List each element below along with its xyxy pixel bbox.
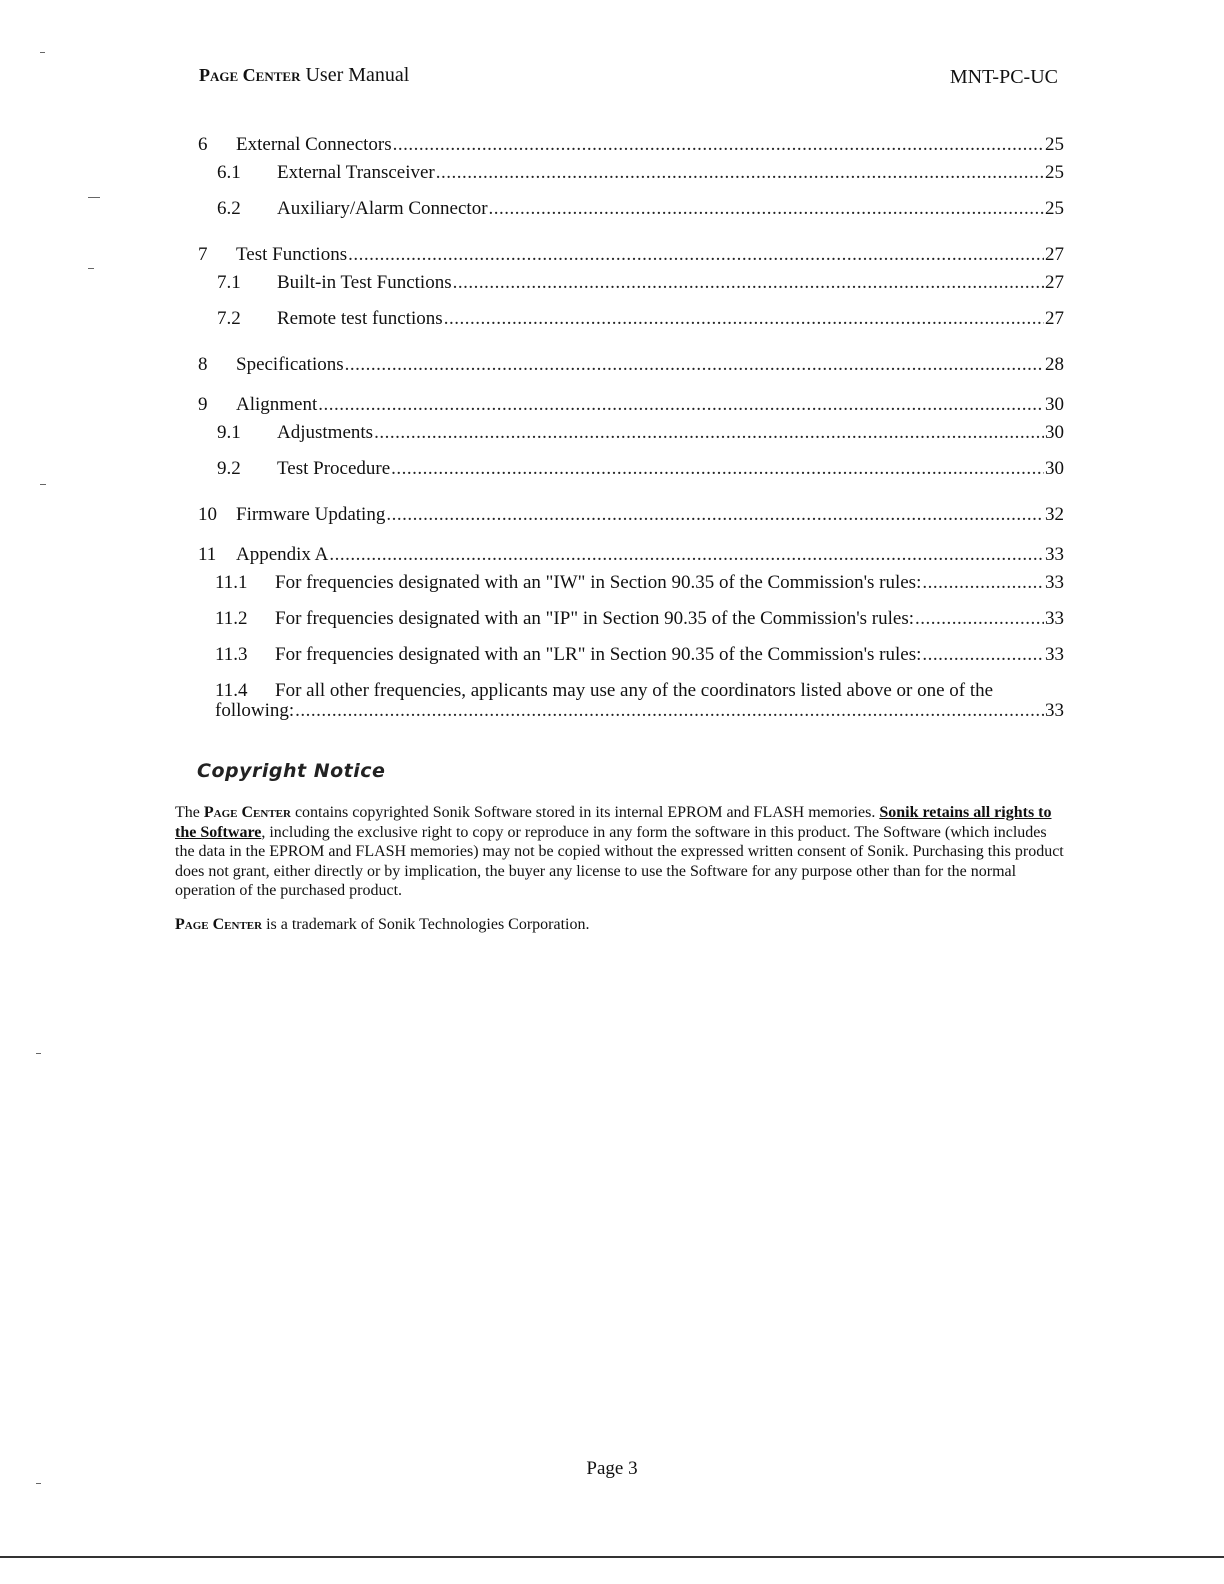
- toc-title: Firmware Updating: [236, 504, 386, 525]
- text-run: is a trademark of Sonik Technologies Corporation.: [262, 916, 590, 933]
- scan-mark: [40, 52, 45, 53]
- toc-entry-9-1[interactable]: [198, 422, 1064, 444]
- toc-leader: [489, 198, 1044, 220]
- running-header-title: [199, 64, 409, 87]
- toc-entry-6[interactable]: [198, 134, 1064, 156]
- toc-leader: [436, 162, 1044, 184]
- toc-leader: [444, 308, 1044, 330]
- toc-entry-11-1[interactable]: [198, 572, 1064, 594]
- brand-name: Page Center: [203, 804, 291, 821]
- rights-statement: Sonik retains all rights to the Software: [175, 804, 1052, 841]
- toc-leader: [393, 134, 1044, 156]
- toc-number: 11: [198, 544, 217, 565]
- toc-page: 25: [1045, 162, 1064, 183]
- toc-entry-9[interactable]: [198, 394, 1064, 416]
- toc-title: For all other frequencies, applicants may use any of the coordinators listed above or one of the: [275, 680, 994, 701]
- toc-title: For frequencies designated with an "IW" in Section 90.35 of the Commission's rules:: [275, 572, 922, 593]
- toc-page: 30: [1045, 422, 1064, 443]
- toc-leader: [386, 504, 1044, 526]
- toc-entry-8[interactable]: [198, 354, 1064, 376]
- toc-page: 27: [1045, 244, 1064, 265]
- toc-number: 11.2: [215, 608, 248, 629]
- toc-page: 30: [1045, 394, 1064, 415]
- toc-page: 28: [1045, 354, 1064, 375]
- toc-title: Built-in Test Functions: [277, 272, 452, 293]
- toc-title: Remote test functions: [277, 308, 443, 329]
- toc-title: Specifications: [236, 354, 344, 375]
- toc-entry-7-1[interactable]: [198, 272, 1064, 294]
- toc-page: 32: [1045, 504, 1064, 525]
- toc-page: 33: [1045, 608, 1064, 629]
- toc-entry-7-2[interactable]: [198, 308, 1064, 330]
- toc-number: 7: [198, 244, 208, 265]
- toc-title: External Transceiver: [277, 162, 435, 183]
- toc-entry-11-2[interactable]: [198, 608, 1064, 630]
- toc-page: 33: [1045, 544, 1064, 565]
- toc-leader: [374, 422, 1044, 444]
- toc-page: 27: [1045, 308, 1064, 329]
- table-of-contents: [198, 134, 1064, 722]
- toc-number: 8: [198, 354, 208, 375]
- scan-mark: [36, 1483, 41, 1484]
- toc-title: Adjustments: [277, 422, 374, 443]
- scan-mark: [40, 484, 46, 485]
- toc-page: 25: [1045, 134, 1064, 155]
- toc-title: Test Functions: [236, 244, 348, 265]
- toc-title: For frequencies designated with an "IP" in Section 90.35 of the Commission's rules:: [275, 608, 914, 629]
- toc-leader: [915, 608, 1044, 630]
- toc-entry-11[interactable]: [198, 544, 1064, 566]
- toc-page: 33: [1045, 644, 1064, 665]
- toc-leader: [453, 272, 1044, 294]
- toc-entry-7[interactable]: [198, 244, 1064, 266]
- toc-page: 27: [1045, 272, 1064, 293]
- toc-leader: [318, 394, 1044, 416]
- toc-number: 9: [198, 394, 208, 415]
- toc-number: 7.2: [217, 308, 241, 329]
- brand-name: Page Center: [175, 916, 263, 933]
- toc-leader: [348, 244, 1044, 266]
- toc-title: External Connectors: [236, 134, 392, 155]
- toc-title: Test Procedure: [277, 458, 391, 479]
- copyright-paragraph: [175, 803, 1065, 901]
- toc-number: 6.1: [217, 162, 241, 183]
- toc-leader: [329, 544, 1044, 566]
- toc-title: Auxiliary/Alarm Connector: [277, 198, 488, 219]
- toc-number: 9.1: [217, 422, 241, 443]
- toc-number: 6: [198, 134, 208, 155]
- toc-leader: [922, 572, 1044, 594]
- scan-mark: [88, 197, 100, 198]
- toc-leader: [295, 700, 1044, 722]
- toc-number: 11.4: [215, 680, 248, 701]
- toc-title: Alignment: [236, 394, 318, 415]
- toc-entry-10[interactable]: [198, 504, 1064, 526]
- toc-entry-9-2[interactable]: [198, 458, 1064, 480]
- toc-title: Appendix A: [236, 544, 329, 565]
- toc-title-continued: following:: [215, 700, 295, 721]
- toc-entry-6-2[interactable]: [198, 198, 1064, 220]
- scan-mark: [88, 268, 94, 269]
- text-run: , including the exclusive right to copy or reproduce in any form the software in this product. The Software (which includes the data in the EPROM and FLASH memories) may not be copied without the expressed written consent of Sonik. Purchasing this product does not grant, either directly or by implication, the buyer any license to use the Software for any purpose other than for the normal operation of the purchased product.: [175, 823, 1064, 899]
- toc-page: 25: [1045, 198, 1064, 219]
- toc-number: 9.2: [217, 458, 241, 479]
- trademark-notice: [175, 916, 589, 934]
- toc-number: 7.1: [217, 272, 241, 293]
- scan-mark: [36, 1053, 41, 1054]
- toc-number: 6.2: [217, 198, 241, 219]
- toc-leader: [391, 458, 1044, 480]
- copyright-heading: Copyright Notice: [197, 760, 386, 782]
- toc-title: For frequencies designated with an "LR" in Section 90.35 of the Commission's rules:: [275, 644, 922, 665]
- text-run: contains copyrighted Sonik Software stored in its internal EPROM and FLASH memories.: [290, 804, 880, 821]
- header-title-suffix: User Manual: [300, 64, 410, 86]
- toc-entry-11-4[interactable]: [198, 680, 1064, 722]
- toc-number: 11.3: [215, 644, 248, 665]
- page-number: Page 3: [586, 1458, 638, 1479]
- toc-page: 33: [1045, 700, 1064, 721]
- toc-page: 33: [1045, 572, 1064, 593]
- toc-entry-11-3[interactable]: [198, 644, 1064, 666]
- document-code: MNT-PC-UC: [949, 66, 1058, 88]
- toc-leader: [922, 644, 1044, 666]
- text-run: The: [175, 804, 204, 821]
- toc-number: 11.1: [215, 572, 248, 593]
- toc-entry-6-1[interactable]: [198, 162, 1064, 184]
- bottom-rule: [0, 1556, 1224, 1558]
- toc-page: 30: [1045, 458, 1064, 479]
- toc-number: 10: [198, 504, 217, 525]
- brand-name: Page Center: [199, 65, 301, 85]
- toc-leader: [345, 354, 1044, 376]
